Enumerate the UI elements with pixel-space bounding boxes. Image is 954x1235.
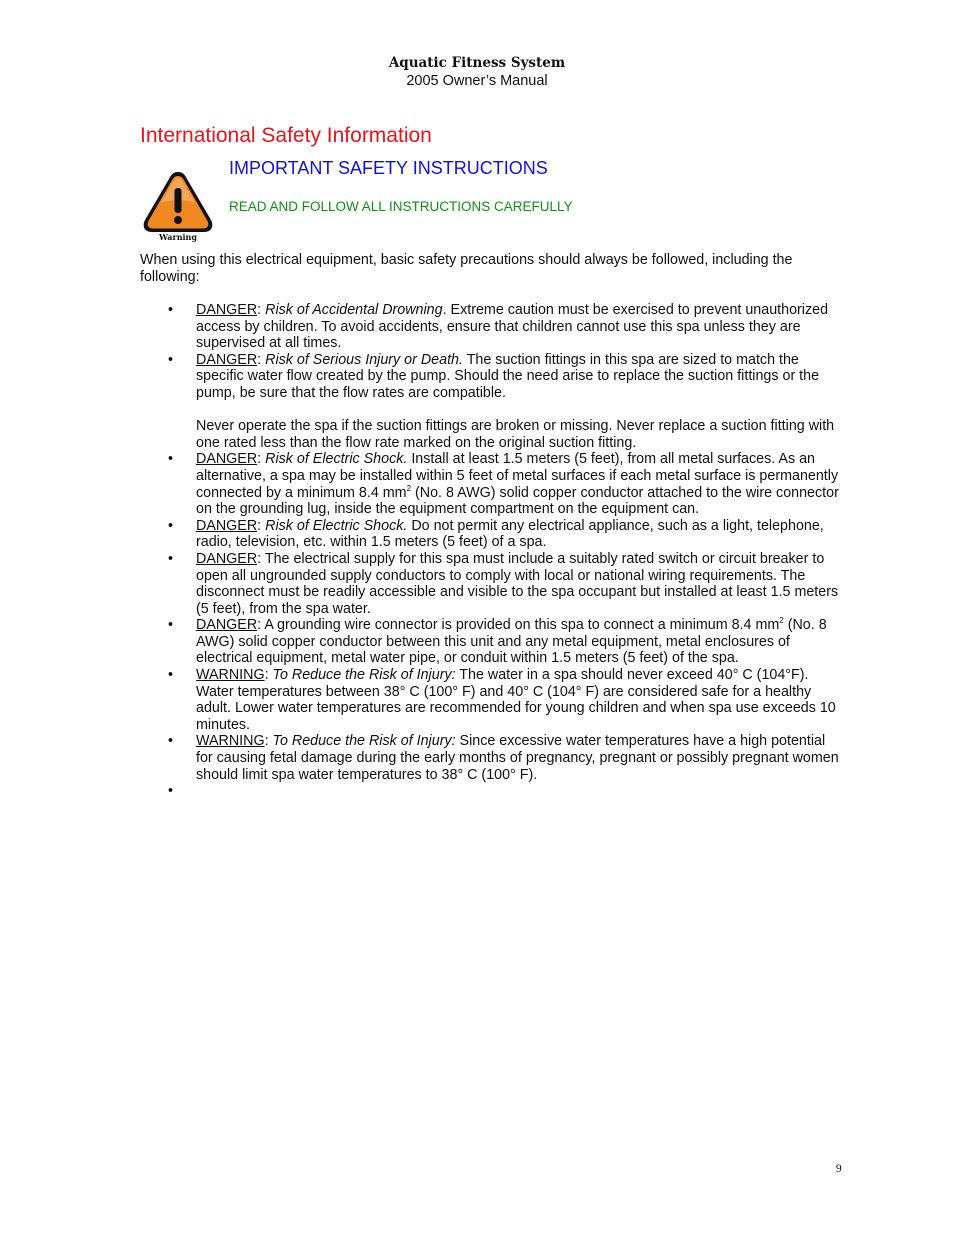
item-label: DANGER bbox=[196, 617, 258, 634]
list-item: • DANGER: Risk of Serious Injury or Death. The suction fittings in this spa are sized to match the specific water flow created by the pump. Should the need arise to replace the suction fittings or the pump, be sure that the flow rates are compatible. Never operate the spa if the suction fittings are broken or missing. Never replace a suction fitting with one rated less than the flow rate marked on the original suction fitting. bbox=[140, 352, 845, 452]
page-number: 9 bbox=[835, 1164, 842, 1175]
item-label: DANGER bbox=[196, 351, 258, 368]
item-risk: To Reduce the Risk of Injury: bbox=[272, 733, 456, 750]
item-risk: Risk of Electric Shock. bbox=[265, 451, 408, 468]
item-text: The suction fittings in this spa are sized to match the specific water flow created by the pump. Should the need arise to replace the suction fittings or the pump, be sure that the flow rates are compatible. bbox=[196, 351, 820, 401]
superscript: 2 bbox=[406, 483, 412, 493]
list-item bbox=[140, 551, 845, 617]
item-risk: Risk of Electric Shock. bbox=[265, 517, 408, 534]
list-item: • DANGER: Risk of Accidental Drowning. Extreme caution must be exercised to prevent unauthorized access by children. To avoid accidents, ensure that children cannot use this spa unless they are supervised at all times. bbox=[140, 302, 845, 352]
item-label: DANGER bbox=[196, 302, 258, 318]
document-subtitle: 2005 Owner’s Manual bbox=[406, 73, 548, 89]
intro-paragraph: When using this electrical equipment, basic safety precautions should always be followed, including the following: bbox=[140, 252, 793, 285]
document-title: Aquatic Fitness System bbox=[388, 55, 566, 71]
item-label: WARNING bbox=[196, 733, 265, 750]
list-item-empty bbox=[140, 783, 845, 800]
warning-label: Warning bbox=[159, 232, 197, 242]
item-text: : The electrical supply for this spa must include a suitably rated switch or circuit breaker to open all ungrounded supply conductors to comply with local or national wiring requirements. The disconnect must be readily accessible and visible to the spa occupant but installed at least 1.5 meters (5 feet), from the spa water. bbox=[196, 550, 839, 617]
item-label: DANGER bbox=[196, 550, 258, 567]
item-text-after: (No. 8 AWG) solid copper conductor between this unit and any metal equipment, metal enclosures of electrical equipment, metal water pipe, or conduit within 1.5 meters (5 feet) of the spa. bbox=[196, 617, 827, 667]
item-text: : A grounding wire connector is provided on this spa to connect a minimum 8.4 mm bbox=[257, 617, 780, 634]
superscript: 2 bbox=[779, 616, 784, 626]
page-header bbox=[0, 54, 954, 90]
list-item: • WARNING: To Reduce the Risk of Injury: The water in a spa should never exceed 40° C (104°F). Water temperatures between 38° C (100° F) and 40° C (104° F) are considered safe for a healthy adult. Lower water temperatures are recommended for young children and when spa use exceeds 10 minutes. bbox=[140, 667, 845, 733]
list-item bbox=[140, 617, 845, 667]
important-safety-heading: IMPORTANT SAFETY INSTRUCTIONS bbox=[229, 158, 548, 178]
item-text: Do not permit any electrical appliance, such as a light, telephone, radio, television, etc. within 1.5 meters (5 feet) of a spa. bbox=[196, 517, 824, 551]
item-text: Install at least 1.5 meters (5 feet), from all metal surfaces. As an alternative, a spa may be installed within 5 feet of metal surfaces if each metal surface is permanently connected by a minimum 8.4 mm bbox=[196, 451, 839, 501]
item-risk: To Reduce the Risk of Injury: bbox=[272, 667, 456, 684]
item-risk: Risk of Accidental Drowning bbox=[265, 302, 443, 318]
list-item: • DANGER: Risk of Electric Shock. Install at least 1.5 meters (5 feet), from all metal surfaces. As an alternative, a spa may be installed within 5 feet of metal surfaces if each metal surface is permanently connected by a minimum 8.4 $mm^2$ (No. 8 AWG) solid copper conductor attached to the wire connector on the grounding lug, inside the equipment compartment on the equipment can. bbox=[140, 451, 845, 517]
item-text: . Extreme caution must be exercised to prevent unauthorized access by children. To avoid accidents, ensure that children cannot use this spa unless they are supervised at all times. bbox=[196, 302, 829, 352]
safety-list bbox=[140, 302, 845, 800]
item-text: The water in a spa should never exceed 40° C (104°F). Water temperatures between 38° C (100° F) and 40° C (104° F) are considered safe for a healthy adult. Lower water temperatures are recommended for young children and when spa use exceeds 10 minutes. bbox=[196, 667, 836, 733]
item-label: DANGER bbox=[196, 451, 258, 468]
item-text-continued: Never operate the spa if the suction fittings are broken or missing. Never replace a suction fitting with one rated less than the flow rate marked on the original suction fitting. bbox=[196, 418, 835, 451]
section-title: International Safety Information bbox=[140, 124, 432, 147]
read-follow-heading: READ AND FOLLOW ALL INSTRUCTIONS CAREFULLY bbox=[229, 199, 573, 214]
item-text: Since excessive water temperatures have a high potential for causing fetal damage during the early months of pregnancy, pregnant or possibly pregnant women should limit spa water temperatures to 38° C (100° F). bbox=[196, 733, 839, 783]
item-risk: Risk of Serious Injury or Death. bbox=[265, 351, 463, 368]
item-label: WARNING bbox=[196, 667, 265, 684]
item-text-after: (No. 8 AWG) solid copper conductor attached to the wire connector on the grounding lug, inside the equipment compartment on the equipment can. bbox=[196, 484, 839, 518]
item-label: DANGER bbox=[196, 517, 258, 534]
list-item: • WARNING: To Reduce the Risk of Injury: Since excessive water temperatures have a high potential for causing fetal damage during the early months of pregnancy, pregnant or possibly pregnant women should limit spa water temperatures to 38° C (100° F). bbox=[140, 733, 845, 783]
list-item: • DANGER: Risk of Electric Shock. Do not permit any electrical appliance, such as a light, telephone, radio, television, etc. within 1.5 meters (5 feet) of a spa. bbox=[140, 518, 845, 551]
